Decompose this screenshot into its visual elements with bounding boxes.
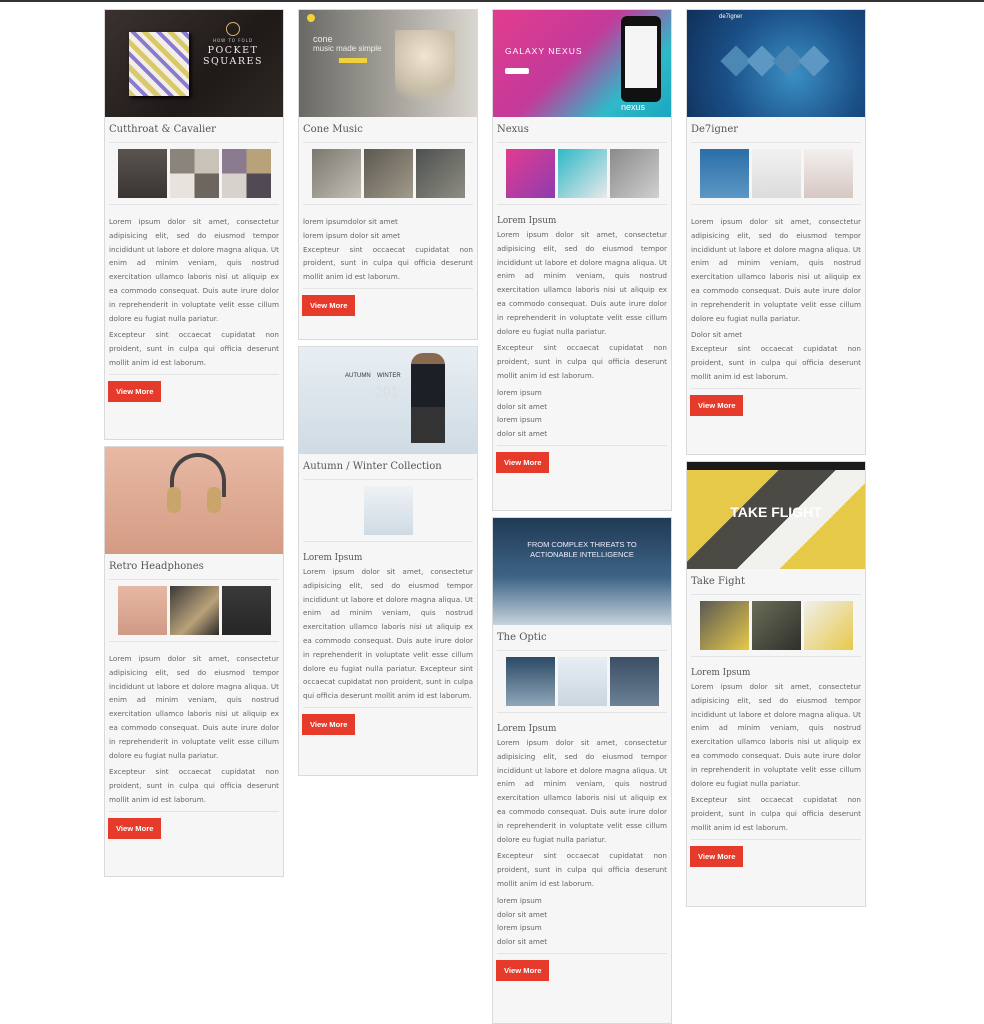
- pocket-square-graphic: [129, 32, 189, 96]
- card-body-text: Excepteur sint occaecat cupidatat non proident, sunt in culpa qui officia deserunt mollit anim id est laborum.: [303, 244, 473, 282]
- card-line: Dolor sit amet: [691, 330, 743, 340]
- card-title[interactable]: Cone Music: [303, 124, 363, 135]
- thumbnail-row: [299, 486, 477, 535]
- card-line: lorem ipsum: [497, 923, 542, 933]
- divider: [497, 650, 667, 651]
- divider: [109, 142, 279, 143]
- card-body-text: Excepteur sint occaecat cupidatat non proident, sunt in culpa qui officia deserunt mollit anim id est laborum.: [691, 795, 861, 832]
- portfolio-card-retro-headphones: [104, 446, 284, 877]
- portfolio-card-de7igner: [686, 9, 866, 455]
- view-more-button[interactable]: View More: [108, 381, 161, 402]
- card-subtitle: Lorem Ipsum: [497, 216, 557, 226]
- thumbnail[interactable]: [222, 586, 271, 635]
- hero-headline: GALAXY NEXUS: [505, 46, 583, 56]
- card-line: lorem ipsum: [497, 415, 542, 425]
- divider: [691, 388, 861, 389]
- divider: [691, 839, 861, 840]
- divider: [303, 707, 473, 708]
- card-line: dolor sit amet: [497, 429, 548, 439]
- hero-brand: nexus: [621, 102, 646, 112]
- hero-model: [411, 353, 445, 443]
- thumbnail[interactable]: [610, 149, 659, 198]
- hero-year: 201: [375, 383, 399, 399]
- card-line: lorem ipsum dolor sit amet: [303, 230, 401, 240]
- thumbnail[interactable]: [364, 149, 413, 198]
- card-title[interactable]: Cutthroat & Cavalier: [109, 124, 216, 135]
- hero-headline-1: FROM COMPLEX THREATS TO: [527, 540, 637, 549]
- hero-image-take-flight[interactable]: [687, 462, 865, 569]
- divider: [497, 445, 667, 446]
- portfolio-card-nexus: [492, 9, 672, 511]
- thumbnail[interactable]: [700, 149, 749, 198]
- card-body-text: Lorem ipsum dolor sit amet, consectetur adipisicing elit, sed do eiusmod tempor incididunt ut labore et dolore magna aliqua. Ut enim ad minim veniam, quis nostrud exercitation ullamco laboris nisi ut aliquip ex ea commodo consequat. Duis aute irure dolor in reprehenderit in voluptate velit esse cillum dolore eu fugiat nulla pariatur.: [497, 230, 667, 336]
- divider: [303, 142, 473, 143]
- thumbnail-row: [493, 657, 671, 706]
- hero-cta: [505, 68, 529, 74]
- card-body-text: Lorem ipsum dolor sit amet, consectetur adipisicing elit, sed do eiusmod tempor incididunt ut labore et dolore magna aliqua. Ut enim ad minim veniam, quis nostrud exercitation ullamco laboris nisi ut aliquip ex ea commodo consequat. Duis aute irure dolor in reprehenderit in voluptate velit esse cillum dolore eu fugiat nulla pariatur. Excepteur sint occaecat cupidatat non proident, sunt in culpa qui officia deserunt mollit anim id est laborum.: [303, 567, 473, 701]
- card-subtitle: Lorem Ipsum: [303, 553, 363, 563]
- hero-image-de7igner[interactable]: [687, 10, 865, 117]
- hero-logo: de7igner: [719, 14, 743, 20]
- thumbnail[interactable]: [804, 149, 853, 198]
- divider: [303, 541, 473, 542]
- thumbnail[interactable]: [312, 149, 361, 198]
- card-body-text: Excepteur sint occaecat cupidatat non proident, sunt in culpa qui officia deserunt mollit anim id est laborum.: [497, 343, 667, 380]
- card-subtitle: Lorem Ipsum: [691, 668, 751, 678]
- thumbnail[interactable]: [222, 149, 271, 198]
- divider: [109, 641, 279, 642]
- thumbnail-row: [687, 601, 865, 650]
- hero-kicker: HOW TO FOLD: [212, 38, 253, 43]
- divider: [691, 656, 861, 657]
- card-line: dolor sit amet: [497, 909, 548, 919]
- card-line: lorem ipsumdolor sit amet: [303, 217, 398, 226]
- hero-image-cone-music[interactable]: [299, 10, 477, 117]
- divider: [109, 204, 279, 205]
- card-title[interactable]: The Optic: [497, 632, 547, 643]
- card-body-text: Lorem ipsum dolor sit amet, consectetur adipisicing elit, sed do eiusmod tempor incididunt ut labore et dolore magna aliqua. Ut enim ad minim veniam, quis nostrud exercitation ullamco laboris nisi ut aliquip ex ea commodo consequat. Duis aute irure dolor in reprehenderit in voluptate velit esse cillum dolore eu fugiat nulla pariatur.: [691, 682, 861, 788]
- hero-word-2: WINTER: [377, 373, 401, 379]
- hero-headline: TAKE FLIGHT: [730, 504, 822, 520]
- hero-headline-1: cone: [313, 34, 333, 44]
- thumbnail-row: [105, 586, 283, 635]
- thumbnail[interactable]: [558, 657, 607, 706]
- hero-image-the-optic[interactable]: [493, 518, 671, 625]
- divider: [109, 811, 279, 812]
- card-title[interactable]: Nexus: [497, 124, 529, 135]
- headphone-cup-left: [167, 487, 181, 513]
- divider: [691, 594, 861, 595]
- thumbnail[interactable]: [558, 149, 607, 198]
- hero-image-cutthroat[interactable]: [105, 10, 283, 117]
- view-more-button[interactable]: View More: [108, 818, 161, 839]
- portfolio-card-cutthroat: [104, 9, 284, 440]
- headphone-cup-right: [207, 487, 221, 513]
- hero-image-nexus[interactable]: [493, 10, 671, 117]
- hero-cta: [339, 58, 367, 63]
- thumbnail[interactable]: [506, 149, 555, 198]
- hero-diamond: [798, 45, 829, 76]
- portfolio-card-cone-music: [298, 9, 478, 340]
- view-more-button[interactable]: View More: [302, 714, 355, 735]
- card-title[interactable]: De7igner: [691, 124, 739, 135]
- card-title[interactable]: Retro Headphones: [109, 561, 204, 572]
- card-body-text: Lorem ipsum dolor sit amet, consectetur adipisicing elit, sed do eiusmod tempor incididunt ut labore et dolore magna aliqua. Ut enim ad minim veniam, quis nostrud exercitation ullamco laboris nisi ut aliquip ex ea commodo consequat. Duis aute irure dolor in reprehenderit in voluptate velit esse cillum dolore eu fugiat nulla pariatur.: [691, 217, 861, 323]
- card-body-text: Lorem ipsum dolor sit amet, consectetur adipisicing elit, sed do eiusmod tempor incididunt ut labore et dolore magna aliqua. Ut enim ad minim veniam, quis nostrud exercitation ullamco laboris nisi ut aliquip ex ea commodo consequat. Duis aute irure dolor in reprehenderit in voluptate velit esse cillum dolore eu fugiat nulla pariatur.: [109, 217, 279, 323]
- thumbnail[interactable]: [364, 486, 413, 535]
- thumbnail[interactable]: [170, 586, 219, 635]
- hero-logo-dot: [307, 14, 315, 22]
- thumbnail-row: [105, 149, 283, 198]
- portfolio-card-take-flight: [686, 461, 866, 907]
- portfolio-card-the-optic: [492, 517, 672, 1024]
- view-more-button[interactable]: View More: [690, 395, 743, 416]
- card-line: lorem ipsum: [497, 387, 542, 397]
- divider: [497, 712, 667, 713]
- card-line: lorem ipsum: [497, 895, 542, 905]
- view-more-button[interactable]: View More: [496, 452, 549, 473]
- card-title[interactable]: Autumn / Winter Collection: [303, 461, 442, 472]
- divider: [497, 953, 667, 954]
- divider: [109, 579, 279, 580]
- card-subtitle: Lorem Ipsum: [497, 724, 557, 734]
- card-body-text: Excepteur sint occaecat cupidatat non proident, sunt in culpa qui officia deserunt mollit anim id est laborum.: [109, 330, 279, 367]
- card-body-text: Lorem ipsum dolor sit amet, consectetur adipisicing elit, sed do eiusmod tempor incididunt ut labore et dolore magna aliqua. Ut enim ad minim veniam, quis nostrud exercitation ullamco laboris nisi ut aliquip ex ea commodo consequat. Duis aute irure dolor in reprehenderit in voluptate velit esse cillum dolore eu fugiat nulla pariatur.: [109, 654, 279, 760]
- portfolio-card-autumn-winter: [298, 346, 478, 776]
- card-title[interactable]: Take Fight: [691, 576, 746, 587]
- divider: [497, 142, 667, 143]
- card-body-text: Lorem ipsum dolor sit amet, consectetur adipisicing elit, sed do eiusmod tempor incididunt ut labore et dolore magna aliqua. Ut enim ad minim veniam, quis nostrud exercitation ullamco laboris nisi ut aliquip ex ea commodo consequat. Duis aute irure dolor in reprehenderit in voluptate velit esse cillum dolore eu fugiat nulla pariatur.: [497, 738, 667, 844]
- hero-person: [395, 30, 455, 117]
- thumbnail[interactable]: [416, 149, 465, 198]
- divider: [497, 204, 667, 205]
- card-body-text: Excepteur sint occaecat cupidatat non proident, sunt in culpa qui officia deserunt mollit anim id est laborum.: [109, 767, 279, 804]
- thumbnail[interactable]: [752, 149, 801, 198]
- divider: [303, 204, 473, 205]
- divider: [691, 142, 861, 143]
- hero-image-retro-headphones[interactable]: [105, 447, 283, 554]
- view-more-button[interactable]: View More: [302, 295, 355, 316]
- divider: [691, 204, 861, 205]
- thumbnail[interactable]: [752, 601, 801, 650]
- card-line: dolor sit amet: [497, 937, 548, 947]
- hero-headline-1: POCKET: [207, 45, 259, 56]
- thumbnail[interactable]: [118, 149, 167, 198]
- hero-headline-2: ACTIONABLE INTELLIGENCE: [530, 550, 634, 559]
- hero-image-autumn-winter[interactable]: [299, 347, 477, 454]
- card-body-text: Excepteur sint occaecat cupidatat non proident, sunt in culpa qui officia deserunt mollit anim id est laborum.: [691, 344, 861, 381]
- view-more-button[interactable]: View More: [690, 846, 743, 867]
- thumbnail[interactable]: [170, 149, 219, 198]
- thumbnail[interactable]: [506, 657, 555, 706]
- hero-topbar: [687, 462, 865, 470]
- thumbnail[interactable]: [118, 586, 167, 635]
- divider: [303, 288, 473, 289]
- thumbnail[interactable]: [700, 601, 749, 650]
- thumbnail-row: [493, 149, 671, 198]
- hero-phone-screen: [625, 26, 657, 88]
- card-line: dolor sit amet: [497, 401, 548, 411]
- thumbnail-row: [299, 149, 477, 198]
- view-more-button[interactable]: View More: [496, 960, 549, 981]
- divider: [109, 374, 279, 375]
- hero-word-1: AUTUMN: [345, 373, 371, 379]
- hero-headline-2: music made simple: [313, 44, 382, 53]
- divider: [303, 479, 473, 480]
- thumbnail[interactable]: [610, 657, 659, 706]
- top-border: [0, 0, 984, 2]
- card-body-text: Excepteur sint occaecat cupidatat non proident, sunt in culpa qui officia deserunt mollit anim id est laborum.: [497, 851, 667, 888]
- thumbnail-row: [687, 149, 865, 198]
- hero-headline-2: SQUARES: [203, 56, 263, 67]
- thumbnail[interactable]: [804, 601, 853, 650]
- hero-logo-circle: [226, 22, 240, 36]
